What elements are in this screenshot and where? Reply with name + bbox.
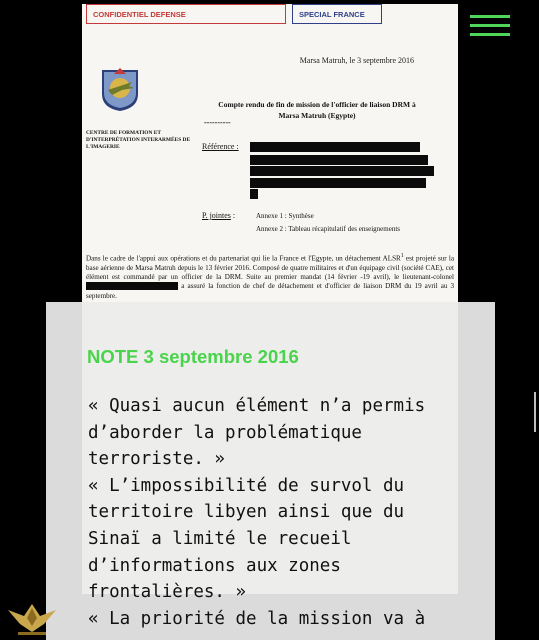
note-title: NOTE 3 septembre 2016 <box>87 346 299 367</box>
eagle-logo-icon <box>4 598 60 638</box>
document-subject <box>202 99 432 121</box>
subject-line-1: Compte rendu de fin de mission de l'officier de liaison DRM à <box>218 100 416 109</box>
quote-line: « La priorité de la mission va à <box>88 608 426 629</box>
attachments-label: P. jointes : <box>202 211 236 220</box>
subject-line-2: Marsa Matruh (Egypte) <box>278 111 356 120</box>
issuer-line-3: L'IMAGERIE <box>86 144 120 150</box>
quote-line: « Quasi aucun élément n’a permis <box>88 396 426 416</box>
redaction-bar <box>250 178 426 188</box>
annex-1: Annexe 1 : Synthèse <box>256 212 314 220</box>
redaction-bar <box>250 166 434 176</box>
quote-text <box>88 393 495 632</box>
military-emblem-icon <box>98 64 142 112</box>
hamburger-menu-icon[interactable] <box>464 12 516 40</box>
issuer-line-1: CENTRE DE FORMATION ET <box>86 130 161 136</box>
separator-dashes: ---------- <box>204 118 231 127</box>
quote-line: Sinaï a limité le recueil <box>88 528 352 549</box>
redaction-bar <box>250 189 258 199</box>
quote-line: d’informations aux zones <box>88 555 341 576</box>
redacted-name: XXXXXXXXXXXXXXXXXX <box>86 282 179 291</box>
quote-line: d’aborder la problématique <box>88 422 362 443</box>
stamp-confidential: CONFIDENTIEL DEFENSE <box>86 4 286 24</box>
annex-2: Annexe 2 : Tableau récapitulatif des enseignements <box>256 225 400 233</box>
issuer-line-2: D'INTERPRÉTATION INTERARMÉES DE <box>86 137 191 143</box>
stamp-special-france: SPECIAL FRANCE <box>292 4 382 24</box>
reference-label: Référence : <box>202 142 239 151</box>
intro-paragraph: Dans le cadre de l'appui aux opérations et du partenariat qui lie la France et l'Egypte, un détachement ALSR$^1$ est projeté sur la base aérienne de Marsa Matruh depuis le 13 février 2016. Composé de quatre militaires et d'un équipage civil (société CAE), cet élément est commandé par un officier de la DRM. Suite au premier mandat (14 février -19 avril), le lieutenant-colonel XXXXXXXXXXXXXXXXXX a assuré la fonction de chef de détachement et d'officier de liaison DRM du 19 avril au 3 septembre. <box>86 253 454 300</box>
quote-line: frontalières. » <box>88 582 247 603</box>
note-overlay <box>46 302 495 640</box>
issuer-block <box>86 130 206 151</box>
quote-line: « L’impossibilité de survol du <box>88 475 405 496</box>
redaction-bar <box>250 142 420 152</box>
quote-line: terroriste. » <box>88 449 225 470</box>
redaction-bar <box>250 155 428 165</box>
quote-line: territoire libyen ainsi que du <box>88 502 405 523</box>
place-date: Marsa Matruh, le 3 septembre 2016 <box>299 56 414 65</box>
scroll-indicator[interactable] <box>534 392 536 432</box>
